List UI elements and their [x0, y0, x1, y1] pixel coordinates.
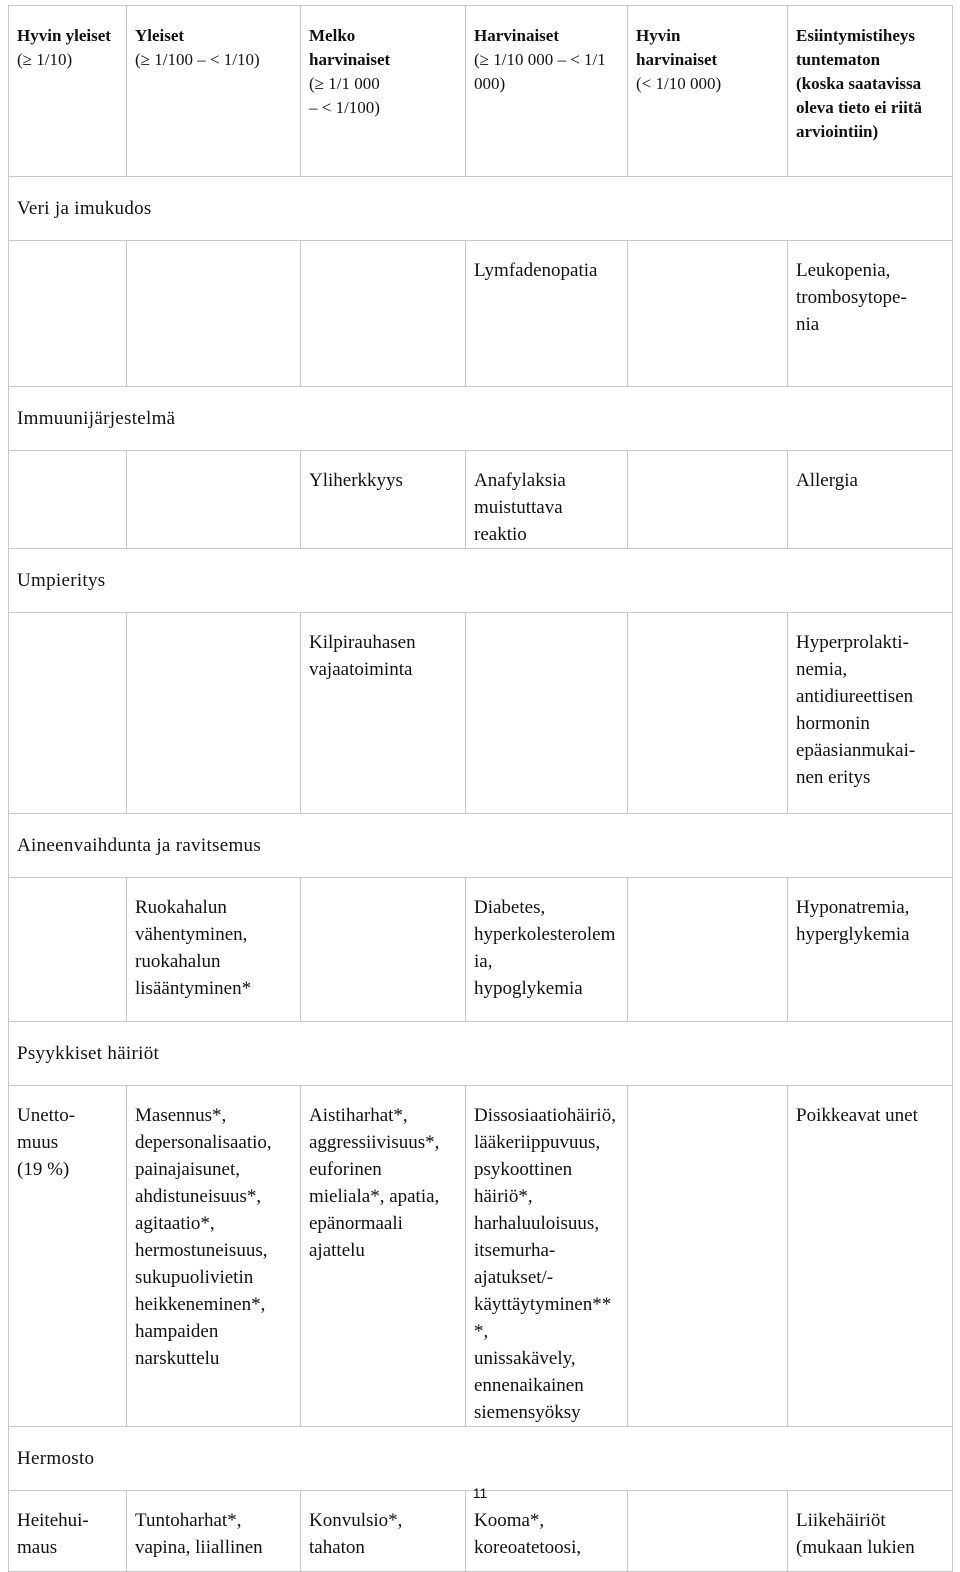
reaction-cell: [628, 1491, 788, 1572]
frequency-title: Esiintymistiheys tuntematon (koska saatavissa oleva tieto ei riitä arviointiin): [796, 26, 923, 141]
frequency-header-cell: [466, 6, 628, 177]
frequency-title: Harvinaiset: [474, 26, 559, 45]
reaction-cell: Hyponatremia, hyperglykemia: [788, 878, 953, 1022]
reaction-cell: [628, 1086, 788, 1427]
reaction-cell: Masennus*, depersonalisaatio, painajaisunet, ahdistuneisuus*, agitaatio*, hermostuneisuus, sukupuolivietin heikkeneminen*, hampaiden narskuttelu: [127, 1086, 301, 1427]
reaction-cell: Kilpirauhasen vajaatoiminta: [301, 613, 466, 814]
section-row: [9, 549, 953, 613]
reaction-cell: Liikehäiriöt (mukaan lukien: [788, 1491, 953, 1572]
reaction-cell: [466, 613, 628, 814]
frequency-header-cell: [628, 6, 788, 177]
section-row: [9, 814, 953, 878]
frequency-title: Yleiset: [135, 26, 185, 45]
frequency-range: (≥ 1/1 000 – < 1/100): [309, 74, 380, 117]
reaction-cell: [301, 241, 466, 387]
reaction-cell: Heitehui- maus: [9, 1491, 127, 1572]
reactions-row: [9, 1086, 953, 1427]
section-title: Aineenvaihdunta ja ravitsemus: [9, 814, 953, 878]
reaction-cell: Konvulsio*, tahaton: [301, 1491, 466, 1572]
page-number: 11: [472, 1485, 488, 1501]
frequency-header-cell: [127, 6, 301, 177]
reactions-row: [9, 1491, 953, 1572]
reaction-cell: Anafylaksia muistuttava reaktio: [466, 451, 628, 549]
section-row: [9, 1022, 953, 1086]
section-title: Immuunijärjestelmä: [9, 387, 953, 451]
frequency-header-row: [9, 6, 953, 177]
reaction-cell: [301, 878, 466, 1022]
frequency-range: (≥ 1/100 – < 1/10): [135, 50, 260, 69]
reaction-cell: [628, 241, 788, 387]
reaction-cell: [127, 613, 301, 814]
frequency-range: (≥ 1/10): [17, 50, 73, 69]
frequency-header-cell: [301, 6, 466, 177]
frequency-header-cell: [9, 6, 127, 177]
reaction-cell: Kooma*, koreoatetoosi,: [466, 1491, 628, 1572]
reaction-cell: Hyperprolakti- nemia, antidiureettisen hormonin epäasianmukai- nen eritys: [788, 613, 953, 814]
section-row: [9, 177, 953, 241]
reactions-row: [9, 451, 953, 549]
reaction-cell: Tuntoharhat*, vapina, liiallinen: [127, 1491, 301, 1572]
frequency-title: Melko harvinaiset: [309, 26, 391, 69]
reaction-cell: Lymfadenopatia: [466, 241, 628, 387]
section-row: [9, 1427, 953, 1491]
reaction-cell: Leukopenia, trombosytope- nia: [788, 241, 953, 387]
reaction-cell: Yliherkkyys: [301, 451, 466, 549]
reaction-cell: [127, 241, 301, 387]
reaction-cell: [628, 613, 788, 814]
reaction-cell: [9, 451, 127, 549]
frequency-title: Hyvin harvinaiset: [636, 26, 718, 69]
reaction-cell: Dissosiaatiohäiriö, lääkeriippuvuus, psykoottinen häiriö*, harhaluuloisuus, itsemurha-ajatukset/- käyttäytyminen***, unissakävely, ennenaikainen siemensyöksy: [466, 1086, 628, 1427]
reaction-cell: [9, 613, 127, 814]
reaction-cell: Unetto- muus (19 %): [9, 1086, 127, 1427]
section-title: Veri ja imukudos: [9, 177, 953, 241]
frequency-range: (< 1/10 000): [636, 74, 722, 93]
frequency-header-cell: [788, 6, 953, 177]
section-row: [9, 387, 953, 451]
frequency-range: (≥ 1/10 000 – < 1/1 000): [474, 50, 606, 93]
reaction-cell: Ruokahalun vähentyminen, ruokahalun lisääntyminen*: [127, 878, 301, 1022]
section-title: Hermosto: [9, 1427, 953, 1491]
reaction-cell: Aistiharhat*, aggressiivisuus*, euforinen mieliala*, apatia, epänormaali ajattelu: [301, 1086, 466, 1427]
reactions-row: [9, 878, 953, 1022]
reaction-cell: Diabetes, hyperkolesterolemia, hypoglykemia: [466, 878, 628, 1022]
section-title: Psyykkiset häiriöt: [9, 1022, 953, 1086]
frequency-title: Hyvin yleiset: [17, 26, 111, 45]
reaction-cell: [9, 241, 127, 387]
reaction-cell: Poikkeavat unet: [788, 1086, 953, 1427]
reaction-cell: [628, 451, 788, 549]
adverse-reactions-table: [8, 5, 953, 1572]
reaction-cell: [9, 878, 127, 1022]
reactions-row: [9, 613, 953, 814]
section-title: Umpieritys: [9, 549, 953, 613]
reaction-cell: Allergia: [788, 451, 953, 549]
reactions-row: [9, 241, 953, 387]
reaction-cell: [628, 878, 788, 1022]
reaction-cell: [127, 451, 301, 549]
